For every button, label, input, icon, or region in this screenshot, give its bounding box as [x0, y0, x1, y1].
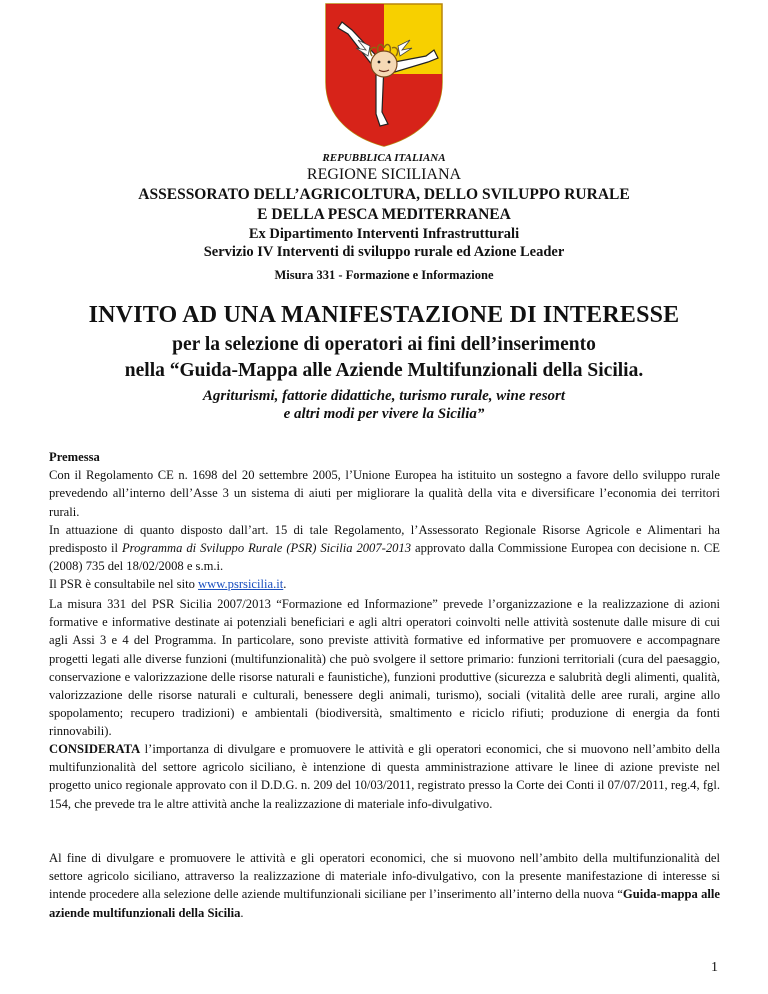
considerata-keyword: CONSIDERATA [49, 742, 141, 756]
document-title: INVITO AD UNA MANIFESTAZIONE DI INTERESSE [88, 302, 680, 328]
premessa-paragraph-1: Con il Regolamento CE n. 1698 del 20 settembre 2005, l’Unione Europea ha istituito un sostegno a favore dello sviluppo rurale prevedendo all’interno dell’Asse 3 un sistema di aiuti per migliorare la qualità della vita e diversificare l’economia dei territori rurali. [49, 468, 720, 519]
region-label: REGIONE SICILIANA [306, 166, 462, 183]
premessa-p2-tail: approvato dalla Commissione Europea con decisione n. CE (2008) 735 del 18/02/2008 e s.m.i. [49, 541, 720, 574]
title-subtitle-2: nella “Guida-Mappa alle Aziende Multifunzionali della Sicilia. [124, 360, 644, 381]
trinacria-emblem-icon [322, 0, 446, 148]
title-subtitle-1: per la selezione di operatori ai fini dell’inserimento [172, 334, 596, 355]
assessorato-line-1: ASSESSORATO DELL’AGRICOLTURA, DELLO SVILUPPO RURALE [138, 186, 630, 203]
premessa-heading: Premessa [49, 450, 100, 464]
premessa-p3-tail: . [283, 577, 287, 592]
republic-label: REPUBBLICA ITALIANA [322, 152, 446, 164]
psr-programme-name: Programma di Sviluppo Rurale (PSR) Sicilia 2007-2013 [121, 541, 412, 556]
final-paragraph [49, 849, 720, 922]
title-subtitle-3: Agriturismi, fattorie didattiche, turismo rurale, wine resort [202, 388, 566, 404]
premessa-section [49, 448, 720, 594]
final-text: Al fine di divulgare e promuovere le attività e gli operatori economici, che si muovono nell’ambito della multifunzionalità del settore agricolo siciliano, attraverso la realizzazione di materiale info-divulgativo, con la presente manifestazione di interesse si intende procedere alla selezione delle aziende multifunzionali siciliane per l’inserimento all’interno della nuova “ [49, 851, 720, 902]
misura-label: Misura 331 - Formazione e Informazione [274, 268, 494, 282]
page-number: 1 [711, 960, 718, 975]
considerata-section [49, 740, 720, 813]
misura-section [49, 595, 720, 741]
final-tail: . [240, 905, 244, 920]
misura-paragraph: La misura 331 del PSR Sicilia 2007/2013 “Formazione ed Informazione” prevede l’organizzazione e la realizzazione di azioni formative e informative destinate ai potenziali beneficiari e agli altri operatori coinvolti nelle attività sostenute dalle misure di cui agli Assi 3 e 4 del Programma. In particolare, sono previste attività formative ed informative per promuovere e accompagnare progetti legati alle diverse funzioni (multifunzionalità) che può svolgere il settore primario: funzioni territoriali (cura del paesaggio, conservazione e valorizzazione delle risorse naturali e faunistiche), funzioni produttive (sicurezza e salubrità degli alimenti, qualità, valorizzazione delle risorse naturali e culturali, benessere degli animali, turismo), sociali (vitalità delle aree rurali, argine allo spopolamento; recupero tradizioni) e ambientali (biodiversità, smaltimento e riciclo rifiuti; produzione di energia da fonti rinnovabili). [49, 597, 720, 739]
assessorato-line-2: E DELLA PESCA MEDITERRANEA [257, 206, 511, 223]
final-section [49, 849, 720, 922]
considerata-text: l’importanza di divulgare e promuovere le attività e gli operatori economici, che si muovono nell’ambito della multifunzionalità del settore agricolo siciliano, è intenzione di questa amministrazione attivare le linee di azione previste nel progetto unico regionale approvato con il D.D.G. n. 209 del 10/03/2011, registrato presso la Corte dei Conti il 07/07/2011, reg.4, fgl. 154, che prevede tra le altre attività anche la realizzazione di materiale info-divulgativo. [49, 742, 720, 811]
premessa-p3-text: Il PSR è consultabile nel sito [49, 577, 199, 592]
premessa-p2-text: In attuazione di quanto disposto dall’art. 15 di tale Regolamento, l’Assessorato Regionale Risorse Agricole e Alimentari ha predisposto il [49, 522, 720, 556]
guide-name: Guida-mappa alle aziende multifunzionali della Sicilia [49, 887, 720, 920]
premessa-paragraph-3 [49, 575, 720, 593]
servizio-label: Servizio IV Interventi di sviluppo rurale ed Azione Leader [203, 244, 565, 260]
title-subtitle-4: e altri modi per vivere la Sicilia” [283, 406, 485, 422]
psr-website-link[interactable]: www.psrsicilia.it [198, 577, 284, 592]
considerata-paragraph [49, 740, 720, 813]
premessa-paragraph-2 [49, 521, 720, 576]
dipartimento-label: Ex Dipartimento Interventi Infrastrutturali [248, 226, 520, 242]
